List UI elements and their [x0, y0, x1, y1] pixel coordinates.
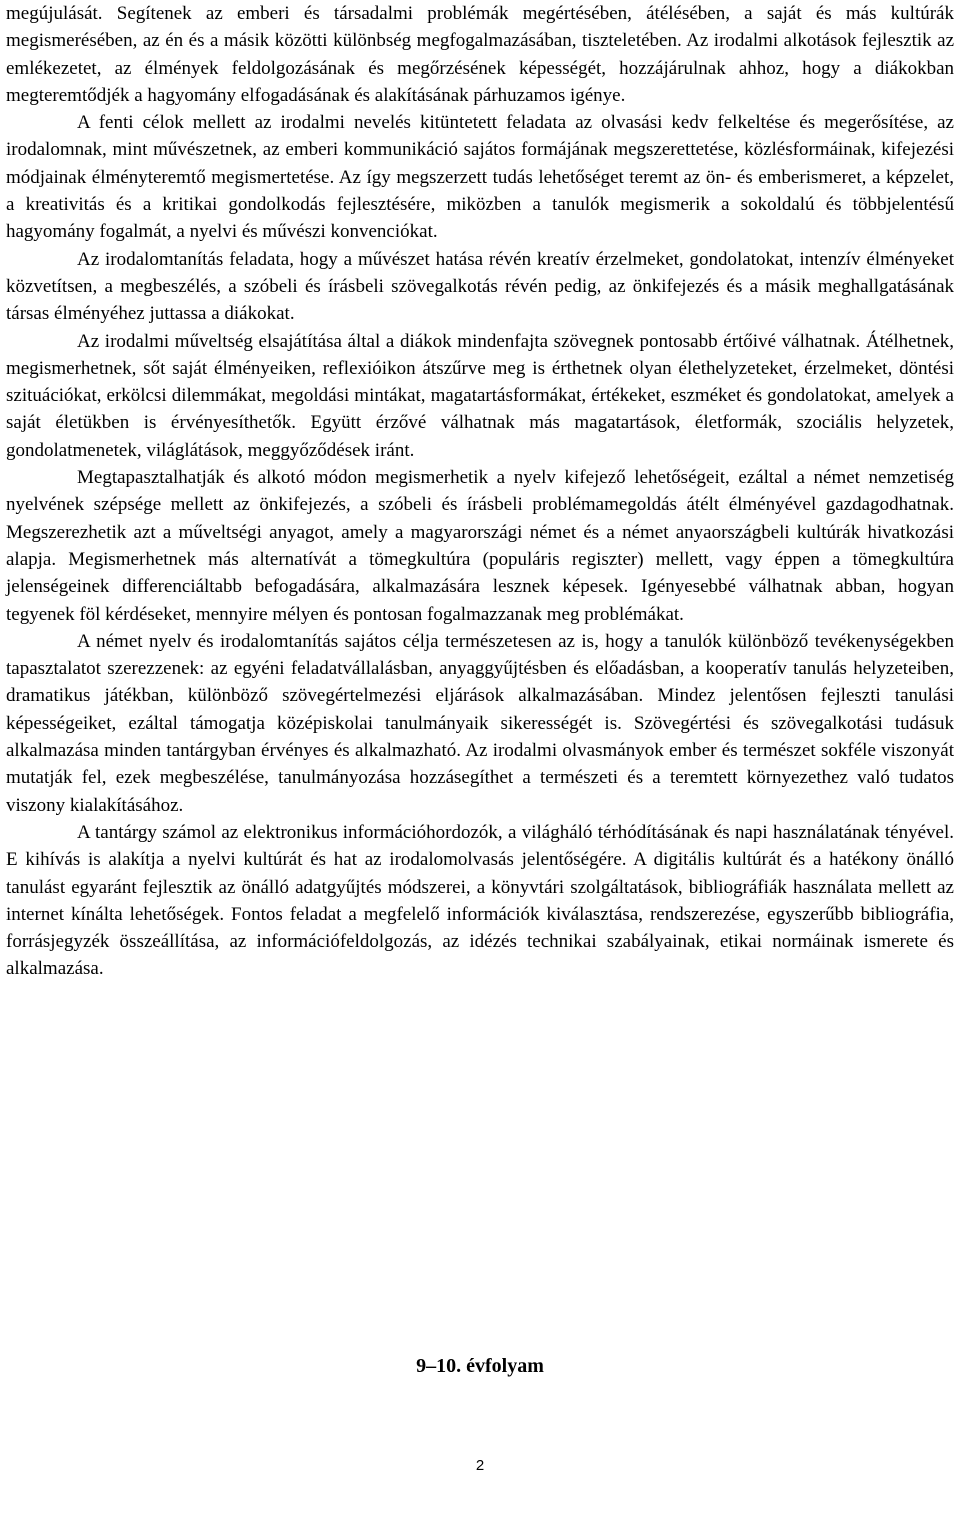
paragraph-3: Az irodalomtanítás feladata, hogy a művészet hatása révén kreatív érzelmeket, gondolatokat, intenzív élményeket közvetítsen, a megbeszélés, a szóbeli és írásbeli szövegalkotás révén pedig, az önkifejezés és a másik meghallgatásának társas élményéhez juttassa a diákokat.	[6, 248, 954, 325]
paragraph-4: Az irodalmi műveltség elsajátítása által a diákok mindenfajta szövegnek pontosabb értőivé válhatnak. Átélhetnek, megismerhetnek, sőt saját élményeiken, reflexióikon átszűrve meg is érthetnek olyan élethelyzeteket, érzelmeket, döntési szituációkat, erkölcsi dilemmákat, megoldási mintákat, magatartásformákat, értékeket, eszméket és gondolatokat, amelyek a saját életükben is érvényesíthetők. Együtt érzővé válhatnak más magatartások, életformák, szociális helyzetek, gondolatmenetek, világlátások, meggyőződések iránt.	[6, 330, 954, 461]
paragraph-5: Megtapasztalhatják és alkotó módon megismerhetik a nyelv kifejező lehetőségeit, ezáltal a német nemzetiség nyelvének szépsége mellett az önkifejezés, a szóbeli és írásbeli problémamegoldás átélt élményével gazdagodhatnak. Megszerezhetik azt a műveltségi anyagot, amely a magyarországi német és a német anyaországbeli kultúrák hivatkozási alapja. Megismerhetnek más alternatívát a tömegkultúra (populáris regiszter) mellett, vagy éppen a tömegkultúra jelenségeinek differenciáltabb befogadására, alkalmazására lesznek képesek. Igényesebbé válhatnak abban, hogyan tegyenek föl kérdéseket, mennyire mélyen és pontosan fogalmazzanak meg problémákat.	[6, 467, 954, 625]
section-heading: 9–10. évfolyam	[416, 1355, 544, 1377]
paragraph-2: A fenti célok mellett az irodalmi nevelés kitüntetett feladata az olvasási kedv felkeltése és megerősítése, az irodalomnak, mint művészetnek, az emberi kommunikáció sajátos formájának megszerettetése, közlésformáinak, kifejezési módjainak élményteremtő megismertetése. Az így megszerzett tudás lehetőséget teremt az ön- és emberismeret, a képzelet, a kreativitás és a kritikai gondolkodás fejlesztésére, miközben a tanulók megismerik a sokoldalú és többjelentésű hagyomány fogalmát, a nyelvi és művészi konvenciókat.	[6, 112, 954, 243]
paragraph-1: megújulását. Segítenek az emberi és társadalmi problémák megértésében, átélésében, a saját és más kultúrák megismerésében, az én és a másik közötti különbség megfogalmazásában, tiszteletében. Az irodalmi alkotások fejlesztik az emlékezetet, az élmények feldolgozásának és megőrzésének képességét, hozzájárulnak ahhoz, hogy a diákokban megteremtődjék a hagyomány elfogadásának és alakításának párhuzamos igénye.	[6, 3, 954, 106]
paragraph-7: A tantárgy számol az elektronikus információhordozók, a világháló térhódításának és napi használatának tényével. E kihívás is alakítja a nyelvi kultúrát és hat az irodalomolvasás jelentőségére. A digitális kultúrát és a hatékony önálló tanulást egyaránt fejlesztik az önálló adatgyűjtés módszerei, a könyvtári szolgáltatások, bibliográfiák használata mellett az internet kínálta lehetőségek. Fontos feladat a megfelelő információk kiválasztása, rendszerezése, egyszerűbb bibliográfia, forrásjegyzék összeállítása, az információfeldolgozás, az idézés technikai szabályainak, etikai normáinak ismerete és alkalmazása.	[6, 821, 954, 980]
paragraph-6: A német nyelv és irodalomtanítás sajátos célja természetesen az is, hogy a tanulók különböző tevékenységekben tapasztalatot szerezzenek: az egyéni feladatvállalásban, anyaggyűjtésben és előadásban, a kooperatív tanulás helyzeteiben, dramatikus játékban, különböző szövegértelmezési eljárások alkalmazásában. Mindez jelentősen fejleszti tanulási képességeiket, ezáltal támogatja középiskolai tanulmányaik sikerességét is. Szövegértési és szövegalkotási tudásuk alkalmazása minden tantárgyban érvényes és alkalmazható. Az irodalmi olvasmányok ember és természet sokféle viszonyát mutatják fel, ezek megbeszélése, tanulmányozása hozzásegíthet a természeti és a teremtett környezethez való tudatos viszony kialakításához.	[6, 630, 954, 816]
document-body	[6, 0, 954, 983]
page-number: 2	[475, 1457, 485, 1474]
